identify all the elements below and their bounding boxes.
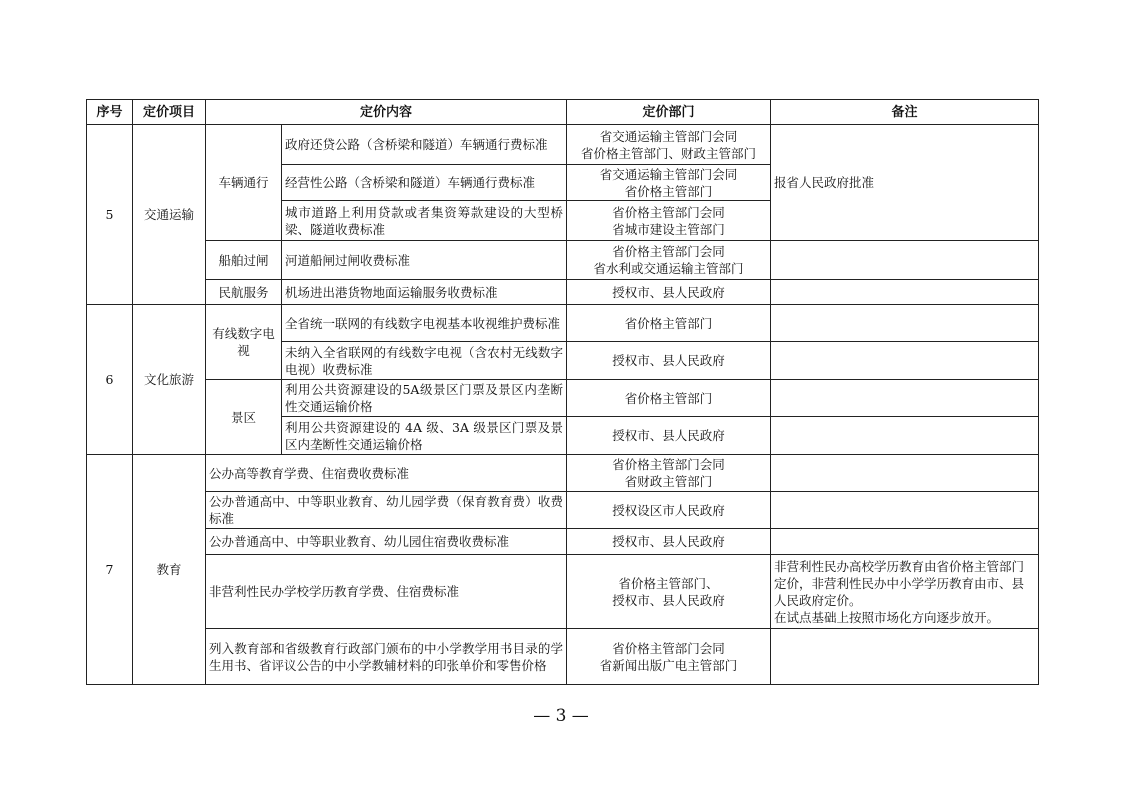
header-dept: 定价部门 bbox=[567, 100, 771, 125]
table-row bbox=[87, 492, 1039, 529]
pricing-content: 机场进出港货物地面运输服务收费标准 bbox=[282, 280, 567, 305]
pricing-dept: 省价格主管部门会同 省城市建设主管部门 bbox=[567, 201, 771, 241]
header-remark: 备注 bbox=[771, 100, 1039, 125]
pricing-content: 利用公共资源建设的5A级景区门票及景区内垄断性交通运输价格 bbox=[282, 380, 567, 417]
pricing-content: 河道船闸过闸收费标准 bbox=[282, 241, 567, 280]
pricing-remark bbox=[771, 417, 1039, 455]
pricing-dept: 省价格主管部门会同 省财政主管部门 bbox=[567, 455, 771, 492]
table-row bbox=[87, 305, 1039, 342]
pricing-content: 公办普通高中、中等职业教育、幼儿园住宿费收费标准 bbox=[206, 529, 567, 555]
header-item: 定价项目 bbox=[133, 100, 206, 125]
pricing-dept: 省价格主管部门会同 省水利或交通运输主管部门 bbox=[567, 241, 771, 280]
pricing-dept: 授权设区市人民政府 bbox=[567, 492, 771, 529]
pricing-dept: 授权市、县人民政府 bbox=[567, 280, 771, 305]
group-name: 车辆通行 bbox=[206, 125, 282, 241]
pricing-dept: 授权市、县人民政府 bbox=[567, 417, 771, 455]
pricing-content: 非营利性民办学校学历教育学费、住宿费标准 bbox=[206, 555, 567, 629]
group-name: 民航服务 bbox=[206, 280, 282, 305]
table-row bbox=[87, 529, 1039, 555]
table-row bbox=[87, 455, 1039, 492]
pricing-content: 政府还贷公路（含桥梁和隧道）车辆通行费标准 bbox=[282, 125, 567, 165]
pricing-dept: 省价格主管部门 bbox=[567, 380, 771, 417]
pricing-content: 利用公共资源建设的 4A 级、3A 级景区门票及景区内垄断性交通运输价格 bbox=[282, 417, 567, 455]
pricing-remark: 非营利性民办高校学历教育由省价格主管部门定价，非营利性民办中小学学历教育由市、县人民政府定价。 在试点基础上按照市场化方向逐步放开。 bbox=[771, 555, 1039, 629]
table-row bbox=[87, 629, 1039, 685]
section-seq: 7 bbox=[87, 455, 133, 685]
pricing-content: 公办高等教育学费、住宿费收费标准 bbox=[206, 455, 567, 492]
table-row bbox=[87, 555, 1039, 629]
pricing-content: 未纳入全省联网的有线数字电视（含农村无线数字电视）收费标准 bbox=[282, 342, 567, 380]
pricing-content: 经营性公路（含桥梁和隧道）车辆通行费标准 bbox=[282, 165, 567, 201]
header-content: 定价内容 bbox=[206, 100, 567, 125]
pricing-dept: 授权市、县人民政府 bbox=[567, 529, 771, 555]
pricing-content: 列入教育部和省级教育行政部门颁布的中小学教学用书目录的学生用书、省评议公告的中小学教辅材料的印张单价和零售价格 bbox=[206, 629, 567, 685]
section-seq: 6 bbox=[87, 305, 133, 455]
group-name: 景区 bbox=[206, 380, 282, 455]
pricing-dept: 省价格主管部门、 授权市、县人民政府 bbox=[567, 555, 771, 629]
page-number: — 3 — bbox=[533, 706, 589, 726]
pricing-dept: 省价格主管部门会同 省新闻出版广电主管部门 bbox=[567, 629, 771, 685]
table-header-row bbox=[87, 100, 1039, 125]
pricing-content: 城市道路上利用贷款或者集资筹款建设的大型桥梁、隧道收费标准 bbox=[282, 201, 567, 241]
pricing-remark bbox=[771, 305, 1039, 342]
header-seq: 序号 bbox=[87, 100, 133, 125]
table-row bbox=[87, 280, 1039, 305]
table-row bbox=[87, 241, 1039, 280]
pricing-remark bbox=[771, 455, 1039, 492]
pricing-remark bbox=[771, 629, 1039, 685]
pricing-remark bbox=[771, 529, 1039, 555]
table-row bbox=[87, 380, 1039, 417]
group-name: 船舶过闸 bbox=[206, 241, 282, 280]
pricing-remark bbox=[771, 342, 1039, 380]
pricing-table bbox=[86, 99, 1039, 685]
pricing-remark bbox=[771, 241, 1039, 280]
pricing-remark: 报省人民政府批准 bbox=[771, 125, 1039, 241]
pricing-remark bbox=[771, 492, 1039, 529]
section-item: 教育 bbox=[133, 455, 206, 685]
pricing-content: 全省统一联网的有线数字电视基本收视维护费标准 bbox=[282, 305, 567, 342]
group-name: 有线数字电视 bbox=[206, 305, 282, 380]
pricing-dept: 省价格主管部门 bbox=[567, 305, 771, 342]
pricing-dept: 授权市、县人民政府 bbox=[567, 342, 771, 380]
pricing-dept: 省交通运输主管部门会同 省价格主管部门 bbox=[567, 165, 771, 201]
pricing-remark bbox=[771, 280, 1039, 305]
pricing-content: 公办普通高中、中等职业教育、幼儿园学费（保育教育费）收费标准 bbox=[206, 492, 567, 529]
section-item: 文化旅游 bbox=[133, 305, 206, 455]
table-row bbox=[87, 125, 1039, 165]
pricing-remark bbox=[771, 380, 1039, 417]
section-item: 交通运输 bbox=[133, 125, 206, 305]
pricing-dept: 省交通运输主管部门会同 省价格主管部门、财政主管部门 bbox=[567, 125, 771, 165]
section-seq: 5 bbox=[87, 125, 133, 305]
